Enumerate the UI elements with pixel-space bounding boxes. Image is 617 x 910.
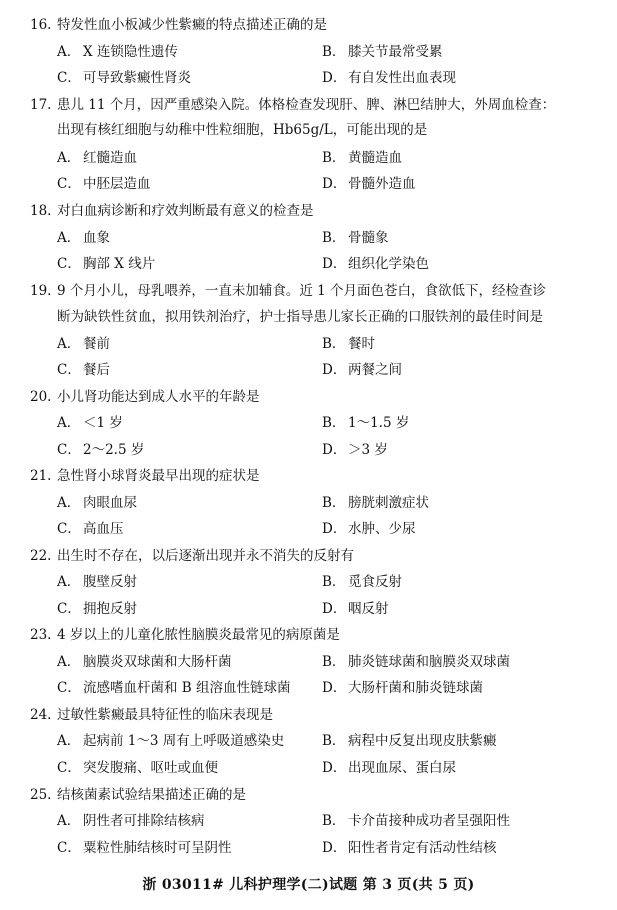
question-text: 急性肾小球肾炎最早出现的症状是: [57, 468, 260, 484]
question-19-stem-line2: [57, 307, 597, 327]
option-a: A． 肉眼血尿: [57, 495, 137, 511]
question-19-stem: [30, 281, 595, 301]
question-text: 小儿肾功能达到成人水平的年龄是: [57, 389, 260, 405]
option-d: D． 有自发性出血表现: [322, 70, 456, 86]
option-b: B． 餐时: [322, 336, 375, 352]
option-c: C． 突发腹痛、呕吐或血便: [57, 760, 218, 776]
question-text: 特发性血小板减少性紫癜的特点描述正确的是: [57, 17, 327, 33]
option-c: C． 可导致紫癜性肾炎: [57, 70, 191, 86]
option-a: A． 脑膜炎双球菌和大肠杆菌: [57, 654, 232, 670]
question-number: 19.: [30, 283, 52, 299]
option-a: A． 餐前: [57, 336, 110, 352]
question-number: 23.: [30, 627, 52, 643]
question-17-stem-line2: [57, 120, 597, 140]
option-a: A． 起病前 1～3 周有上呼吸道感染史: [57, 733, 285, 749]
option-c: C． 粟粒性肺结核时可呈阴性: [57, 840, 232, 856]
option-a: A． ＜1 岁: [57, 415, 123, 431]
question-21-stem: [30, 466, 595, 486]
question-text-continued: 断为缺铁性贫血，拟用铁剂治疗，护士指导患儿家长正确的口服铁剂的最佳时间是: [57, 309, 543, 325]
option-c: C． 胸部 X 线片: [57, 256, 156, 272]
option-d: D． 水肿、少尿: [322, 521, 416, 537]
question-text: 过敏性紫癜最具特征性的临床表现是: [57, 707, 273, 723]
option-b: B． 膝关节最常受累: [322, 44, 443, 60]
option-d: D． 两餐之间: [322, 362, 402, 378]
option-d: D． 骨髓外造血: [322, 176, 416, 192]
option-d: D． 咽反射: [322, 601, 389, 617]
option-c: C． 流感嗜血杆菌和 B 组溶血性链球菌: [57, 680, 291, 696]
question-20-stem: [30, 387, 595, 407]
option-a: A． 腹壁反射: [57, 574, 137, 590]
option-d: D． 组织化学染色: [322, 256, 429, 272]
option-d: D． ＞3 岁: [322, 442, 388, 458]
option-d: D． 大肠杆菌和肺炎链球菌: [322, 680, 483, 696]
question-number: 17.: [30, 97, 52, 113]
question-number: 16.: [30, 17, 52, 33]
option-b: B． 黄髓造血: [322, 150, 402, 166]
option-d: D． 出现血尿、蛋白尿: [322, 760, 456, 776]
question-number: 22.: [30, 548, 52, 564]
option-b: B． 觅食反射: [322, 574, 402, 590]
option-a: A． 阴性者可排除结核病: [57, 813, 205, 829]
option-c: C． 拥抱反射: [57, 601, 137, 617]
question-text: 9 个月小儿，母乳喂养，一直未加辅食。近 1 个月面色苍白，食欲低下，经检查诊: [57, 283, 547, 299]
question-24-stem: [30, 705, 595, 725]
page-footer: 浙 03011# 儿科护理学(二)试题 第 3 页(共 5 页): [142, 877, 475, 893]
question-18-stem: [30, 201, 595, 221]
question-text: 结核菌素试验结果描述正确的是: [57, 787, 246, 803]
question-number: 21.: [30, 468, 52, 484]
option-c: C． 高血压: [57, 521, 124, 537]
option-b: B． 肺炎链球菌和脑膜炎双球菌: [322, 654, 510, 670]
option-c: C． 2～2.5 岁: [57, 442, 145, 458]
question-text: 对白血病诊断和疗效判断最有意义的检查是: [57, 203, 314, 219]
option-a: A． X 连锁隐性遗传: [57, 44, 178, 60]
question-text-continued: 出现有核红细胞与幼稚中性粒细胞，Hb65g/L，可能出现的是: [57, 122, 428, 138]
question-17-stem: [30, 95, 595, 115]
question-number: 24.: [30, 707, 52, 723]
question-number: 20.: [30, 389, 52, 405]
question-16-stem: [30, 15, 595, 35]
question-22-stem: [30, 546, 595, 566]
option-c: C． 中胚层造血: [57, 176, 151, 192]
question-text: 患儿 11 个月，因严重感染入院。体格检查发现肝、脾、淋巴结肿大，外周血检查：: [57, 97, 556, 113]
question-23-stem: [30, 625, 595, 645]
option-a: A． 血象: [57, 230, 110, 246]
question-text: 出生时不存在，以后逐渐出现并永不消失的反射有: [57, 548, 354, 564]
option-b: B． 骨髓象: [322, 230, 389, 246]
option-b: B． 病程中反复出现皮肤紫癜: [322, 733, 497, 749]
option-b: B． 1～1.5 岁: [322, 415, 410, 431]
question-number: 18.: [30, 203, 52, 219]
option-a: A． 红髓造血: [57, 150, 137, 166]
question-25-stem: [30, 785, 595, 805]
question-text: 4 岁以上的儿童化脓性脑膜炎最常见的病原菌是: [57, 627, 340, 643]
option-c: C． 餐后: [57, 362, 110, 378]
question-number: 25.: [30, 787, 52, 803]
option-b: B． 膀胱刺激症状: [322, 495, 429, 511]
option-d: D． 阳性者肯定有活动性结核: [322, 840, 497, 856]
option-b: B． 卡介苗接种成功者呈强阳性: [322, 813, 510, 829]
